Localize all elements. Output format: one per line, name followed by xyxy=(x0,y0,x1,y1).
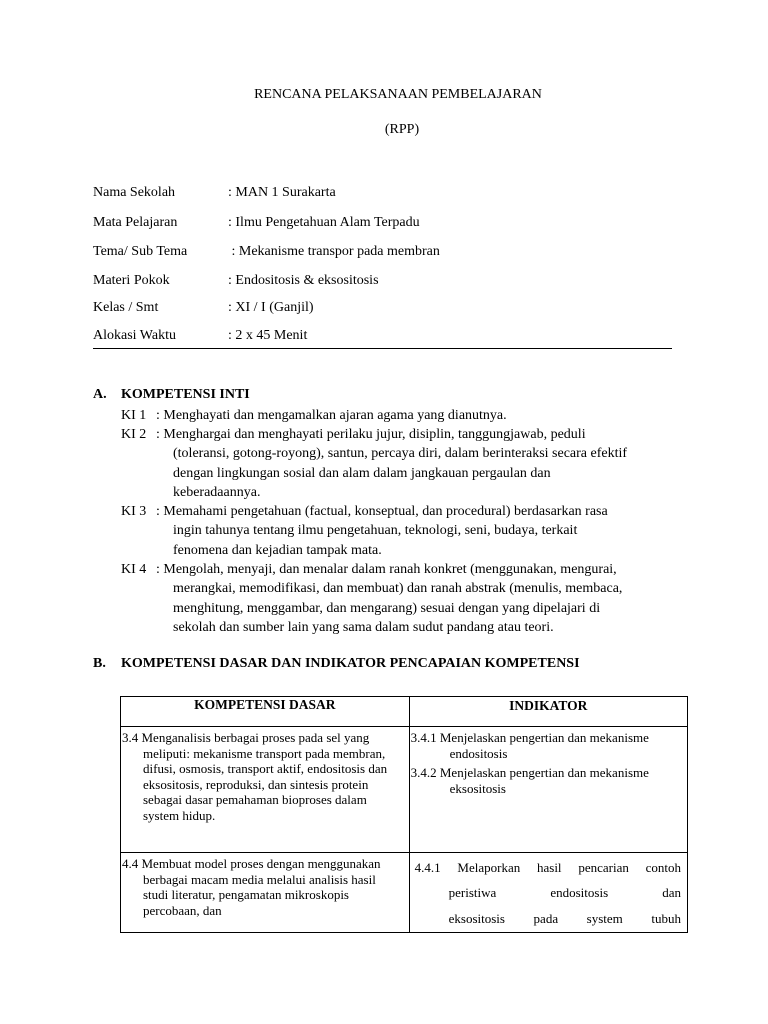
identity-label: Mata Pelajaran xyxy=(93,215,178,230)
ki-3 xyxy=(121,502,681,560)
ki-text xyxy=(156,425,681,502)
identity-row-school xyxy=(93,185,673,203)
indicator-cell xyxy=(409,853,687,933)
identity-value: : MAN 1 Surakarta xyxy=(228,185,336,200)
section-letter: B. xyxy=(93,656,106,671)
ki-label: KI 2 xyxy=(121,427,147,442)
ki-text xyxy=(156,406,681,425)
kd-cell xyxy=(121,727,410,853)
identity-value: : Ilmu Pengetahuan Alam Terpadu xyxy=(228,215,420,230)
indicator-cell xyxy=(409,727,687,853)
identity-divider xyxy=(93,348,672,349)
identity-value: : Mekanisme transpor pada membran xyxy=(228,244,440,259)
ki-line: : Memahami pengetahuan (factual, konseptual, dan procedural) berdasarkan rasa xyxy=(156,504,608,519)
table-row xyxy=(121,727,688,853)
identity-row-class xyxy=(93,300,673,318)
indicator-item: 4.4.1 Melaporkan hasil pencarian contoh xyxy=(414,860,681,875)
identity-label: Tema/ Sub Tema xyxy=(93,244,188,259)
kd-text: 3.4 Menganalisis berbagai proses pada sel yang meliputi: mekanisme transport pada membran, difusi, osmosis, transport aktif, endositosis dan eksositosis, reproduksi, dan sintesis protein sebagai dasar pemahaman bioproses dalam system hidup. xyxy=(122,730,388,823)
competency-table xyxy=(120,696,688,933)
section-b-heading xyxy=(93,656,580,672)
ki-line: : Menghayati dan mengamalkan ajaran agama yang dianutnya. xyxy=(156,408,507,423)
indicator-item: 3.4.1 Menjelaskan pengertian dan mekanisme endositosis xyxy=(410,730,649,761)
ki-line: keberadaannya. xyxy=(173,484,261,500)
identity-label: Materi Pokok xyxy=(93,273,170,288)
identity-row-material xyxy=(93,273,673,291)
ki-label: KI 1 xyxy=(121,408,147,423)
ki-line: sekolah dan sumber lain yang sama dalam sudut pandang atau teori. xyxy=(173,619,554,635)
section-letter: A. xyxy=(93,387,107,402)
document-title: RENCANA PELAKSANAAN PEMBELAJARAN xyxy=(254,87,542,102)
ki-label: KI 3 xyxy=(121,504,147,519)
kd-text: 4.4 Membuat model proses dengan menggunakan berbagai macam media melalui analisis hasil studi literatur, pengamatan mikroskopis percobaan, dan xyxy=(122,856,381,918)
ki-line: ingin tahunya tentang ilmu pengetahuan, teknologi, seni, budaya, terkait xyxy=(173,523,578,539)
identity-value: : 2 x 45 Menit xyxy=(228,328,308,343)
identity-value: : Endositosis & eksositosis xyxy=(228,273,379,288)
identity-label: Nama Sekolah xyxy=(93,185,176,200)
ki-line: : Mengolah, menyaji, dan menalar dalam ranah konkret (menggunakan, mengurai, xyxy=(156,562,617,577)
identity-label: Alokasi Waktu xyxy=(93,328,176,343)
identity-row-time xyxy=(93,328,673,346)
table-header-row xyxy=(121,697,688,727)
identity-label: Kelas / Smt xyxy=(93,300,159,315)
kd-cell xyxy=(121,853,410,933)
ki-line: dengan lingkungan sosial dan alam dalam jangkauan pergaulan dan xyxy=(173,465,551,481)
table-header-kd: KOMPETENSI DASAR xyxy=(121,697,410,727)
identity-row-theme xyxy=(93,244,673,262)
identity-value: : XI / I (Ganjil) xyxy=(228,300,314,315)
indicator-item: peristiwa endositosis dan xyxy=(448,885,681,900)
table-row xyxy=(121,853,688,933)
ki-text xyxy=(156,560,681,637)
document-subtitle: (RPP) xyxy=(384,122,420,137)
ki-line: fenomena dan kejadian tampak mata. xyxy=(173,542,382,558)
ki-line: menghitung, menggambar, dan mengarang) sesuai dengan yang dipelajari di xyxy=(173,600,601,616)
ki-4 xyxy=(121,560,681,637)
ki-line: (toleransi, gotong-royong), santun, percaya diri, dalam berinteraksi secara efektif xyxy=(173,446,628,462)
ki-text xyxy=(156,502,681,560)
identity-row-subject xyxy=(93,215,673,233)
section-title: KOMPETENSI DASAR DAN INDIKATOR PENCAPAIAN KOMPETENSI xyxy=(121,656,580,671)
ki-2 xyxy=(121,425,681,502)
ki-line: : Menghargai dan menghayati perilaku jujur, disiplin, tanggungjawab, peduli xyxy=(156,427,586,442)
section-title: KOMPETENSI INTI xyxy=(121,387,250,402)
indicator-item: eksositosis pada system tubuh xyxy=(448,911,681,926)
indicator-item: 3.4.2 Menjelaskan pengertian dan mekanisme eksositosis xyxy=(410,765,649,796)
section-a-heading xyxy=(93,387,250,403)
ki-1 xyxy=(121,406,681,425)
ki-label: KI 4 xyxy=(121,562,147,577)
ki-line: merangkai, memodifikasi, dan membuat) dan ranah abstrak (menulis, membaca, xyxy=(173,581,623,597)
table-header-indicator: INDIKATOR xyxy=(409,697,687,727)
